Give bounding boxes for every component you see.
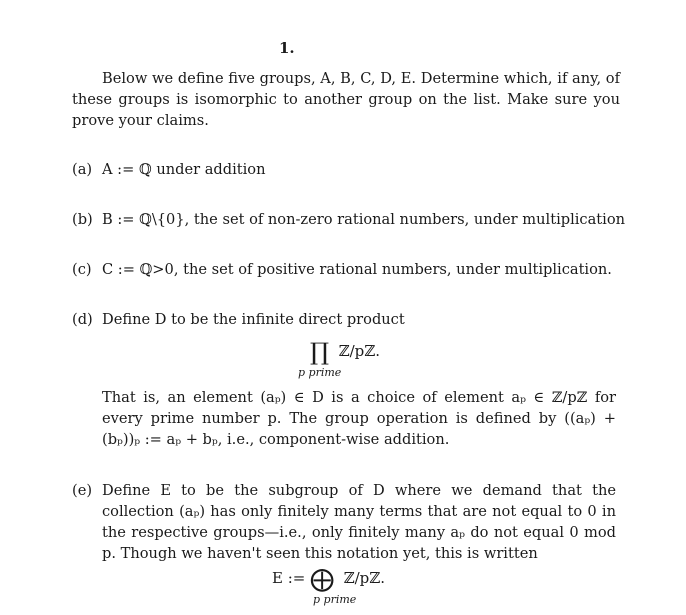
product-symbol: ∏ (310, 338, 330, 366)
item-e-text: Define E to be the subgroup of D where we demand that the collection (aₚ) has only finitely many terms that are not equal to 0 in the respective groups—i.e., only finitely many aₚ do not equal 0 mod p. Though we haven't seen this notation yet, this is written (102, 482, 616, 562)
item-e-display-expr: ℤ/pℤ. (343, 569, 385, 587)
item-a-label: (a) (72, 161, 93, 178)
item-e-display-sub: p prime (313, 593, 357, 606)
item-c-text: C := ℚ>0, the set of positive rational numbers, under multiplication. (102, 261, 612, 278)
item-b (72, 209, 625, 230)
direct-sum-symbol: ⨁ (310, 565, 335, 593)
item-d-body: That is, an element (aₚ) ∈ D is a choice of element aₚ ∈ ℤ/pℤ for every prime number p. The group operation is defined by ((aₚ) + (bₚ))ₚ := aₚ + bₚ, i.e., component-wise addition. (102, 389, 616, 448)
item-e-display-lhs: E := (272, 569, 306, 587)
item-d-display-expr: ℤ/pℤ. (338, 342, 380, 360)
item-d-display-sub: p prime (298, 366, 342, 379)
item-b-text: B := ℚ\{0}, the set of non-zero rational numbers, under multiplication (102, 211, 626, 228)
item-d-display (310, 338, 380, 366)
item-e-display (272, 565, 385, 593)
item-c-label: (c) (72, 261, 92, 278)
item-d (72, 309, 405, 330)
item-a (72, 159, 265, 180)
item-e-label: (e) (72, 482, 93, 499)
item-c (72, 259, 612, 280)
item-d-text: Define D to be the infinite direct product (102, 311, 405, 328)
item-d-label: (d) (72, 311, 93, 328)
item-b-label: (b) (72, 211, 93, 228)
problem-intro: Below we define five groups, A, B, C, D, E. Determine which, if any, of these groups is isomorphic to another group on the list. Make sure you prove your claims. (72, 70, 620, 129)
item-a-text: A := ℚ under addition (102, 161, 266, 178)
problem-number: 1. (279, 39, 295, 57)
